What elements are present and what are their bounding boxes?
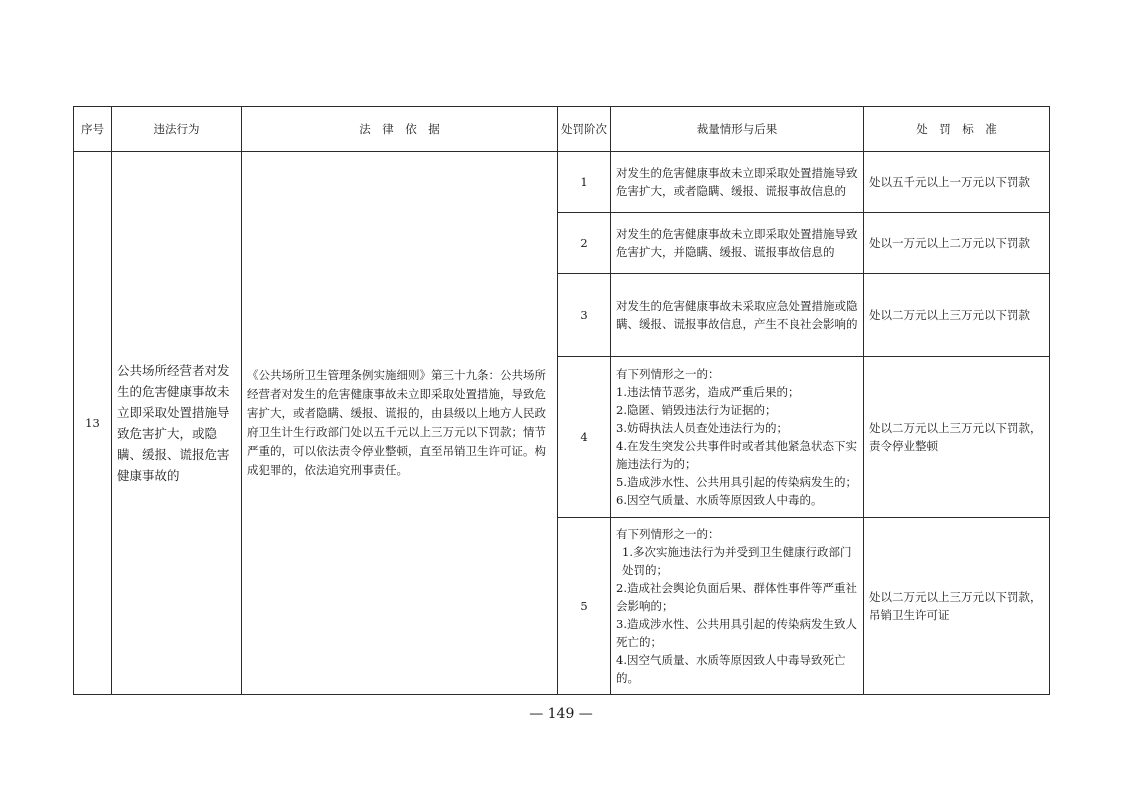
standard-cell: 处以二万元以上三万元以下罚款，吊销卫生许可证 [864,518,1050,695]
level-cell: 2 [558,213,611,274]
header-basis: 法 律 依 据 [242,107,558,152]
circumstance-list-cell [611,357,864,518]
standard-cell: 处以五千元以上一万元以下罚款 [864,152,1050,213]
circumstance-cell: 对发生的危害健康事故未采取应急处置措施或隐瞒、缓报、谎报事故信息，产生不良社会影响的 [611,274,864,357]
list-item: 6.因空气质量、水质等原因致人中毒的。 [616,493,823,507]
list-item: 2.造成社会舆论负面后果、群体性事件等严重社会影响的； [616,581,857,613]
standard-cell: 处以二万元以上三万元以下罚款，责令停业整顿 [864,357,1050,518]
penalty-table [73,106,1050,695]
circumstance-cell: 对发生的危害健康事故未立即采取处置措施导致危害扩大，并隐瞒、缓报、谎报事故信息的 [611,213,864,274]
list-item: 3.造成涉水性、公共用具引起的传染病发生致人死亡的； [616,617,857,649]
circumstance-cell: 对发生的危害健康事故未立即采取处置措施导致危害扩大，或者隐瞒、缓报、谎报事故信息的 [611,152,864,213]
level-cell: 4 [558,357,611,518]
list-item: 5.造成涉水性、公共用具引起的传染病发生的； [616,475,857,489]
basis-cell: 《公共场所卫生管理条例实施细则》第三十九条：公共场所经营者对发生的危害健康事故未立即采取处置措施，导致危害扩大，或者隐瞒、缓报、谎报的，由县级以上地方人民政府卫生计生行政部门处以五千元以上三万元以下罚款；情节严重的，可以依法责令停业整顿，直至吊销卫生许可证。构成犯罪的，依法追究刑事责任。 [242,152,558,695]
header-seq: 序号 [74,107,112,152]
violation-cell: 公共场所经营者对发生的危害健康事故未立即采取处置措施导致危害扩大，或隐瞒、缓报、谎报危害健康事故的 [112,152,242,695]
list-intro: 有下列情形之一的： [616,367,720,381]
level-cell: 3 [558,274,611,357]
seq-cell: 13 [74,152,112,695]
header-circumstances: 裁量情形与后果 [611,107,864,152]
list-item: 1.违法情节恶劣，造成严重后果的； [616,385,800,399]
standard-cell: 处以一万元以上二万元以下罚款 [864,213,1050,274]
list-item: 3.妨碍执法人员查处违法行为的； [616,421,788,435]
list-intro: 有下列情形之一的： [616,527,720,541]
header-standard: 处 罚 标 准 [864,107,1050,152]
standard-cell: 处以二万元以上三万元以下罚款 [864,274,1050,357]
header-level: 处罚阶次 [558,107,611,152]
table-row [74,152,1050,213]
header-violation: 违法行为 [112,107,242,152]
list-item: 2.隐匿、销毁违法行为证据的； [616,403,777,417]
list-item: 4.因空气质量、水质等原因致人中毒导致死亡的。 [616,653,846,685]
level-cell: 5 [558,518,611,695]
page-number: — 149 — [529,706,593,722]
circumstance-list-cell [611,518,864,695]
list-item: 1.多次实施违法行为并受到卫生健康行政部门处罚的； [622,545,852,577]
list-item: 4.在发生突发公共事件时或者其他紧急状态下实施违法行为的； [616,439,857,471]
level-cell: 1 [558,152,611,213]
header-row [74,107,1050,152]
